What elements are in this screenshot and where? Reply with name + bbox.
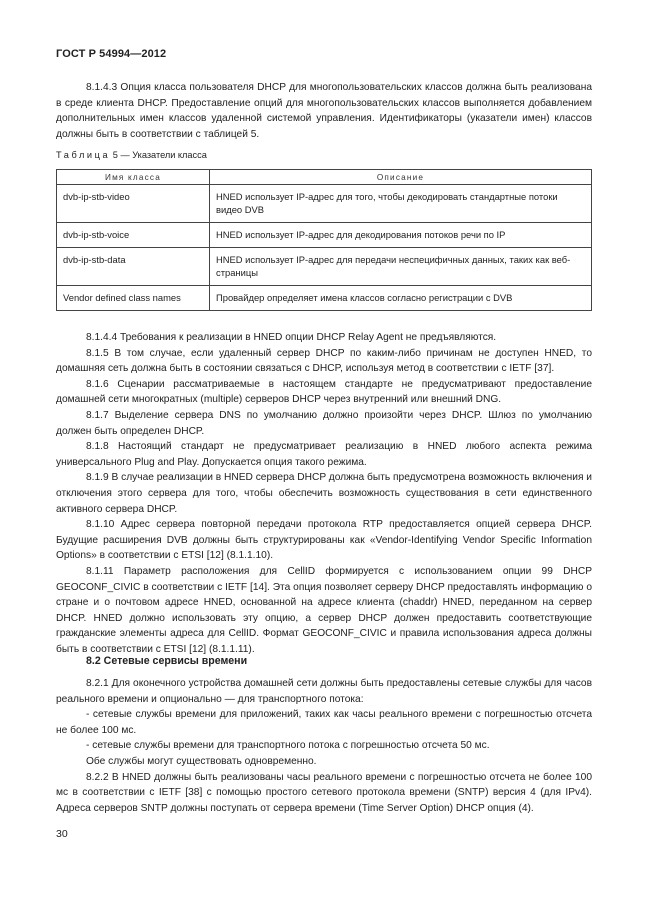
paragraph-8-1-5: 8.1.5 В том случае, если удаленный сервер DHCP по каким-либо причинам не доступен HNED, то домашняя сеть должна быть в состоянии связаться с DHCP, используя метод в соответствии с IETF [37]. [56, 347, 592, 375]
class-table [56, 169, 592, 311]
list-item: - сетевые службы времени для приложений, таких как часы реального времени с погрешностью отсчета не более 100 мс. [56, 709, 592, 736]
paragraph-8-2-2: 8.2.2 В HNED должны быть реализованы часы реального времени с погрешностью отсчета не более 100 мс в соответствии с IETF [38] с помощью простого сетевого протокола времени (SNTP) версия 4 (для IPv4). Адреса серверов SNTP должны поступать от сервера времени (Time Server Option) DHCP опция (4). [56, 771, 592, 814]
column-header-description: Описание [210, 170, 592, 185]
description-cell: HNED использует IP-адрес для передачи неспецифичных данных, таких как веб-страницы [210, 248, 592, 286]
table-caption-word: Таблица [56, 150, 111, 160]
paragraph-8-2-1: 8.2.1 Для оконечного устройства домашней сети должны быть предоставлены сетевые службы для часов реального времени и опционально — для транспортного потока: [56, 678, 592, 705]
class-name-cell: dvb-ip-stb-voice [57, 223, 210, 248]
standard-header: ГОСТ Р 54994—2012 [56, 48, 167, 60]
column-header-class-name: Имя класса [57, 170, 210, 185]
intro-text [56, 80, 592, 142]
table-caption-text: 5 — Указатели класса [110, 150, 207, 160]
table-row [57, 185, 592, 223]
paragraph-8-1-6: 8.1.6 Сценарии рассматриваемые в настоящем стандарте не предусматривают предоставление домашней сети многократных (multiple) серверов DHCP через внутренний или внешний DNG. [56, 378, 592, 406]
paragraph-8-1-7: 8.1.7 Выделение сервера DNS по умолчанию должно произойти через DHCP. Шлюз по умолчанию должен быть определен DHCP. [56, 409, 592, 437]
paragraph-both-services: Обе службы могут существовать одновременно. [86, 755, 317, 767]
page-number: 30 [56, 828, 68, 840]
paragraph-8-1-11: 8.1.11 Параметр расположения для CellID формируется с использованием опции 99 DHCP GEOCONF_CIVIC в соответствии с IETF [14]. Эта опция позволяет серверу DHCP предоставлять информацию о стране и о почтовом адресе HNED, основанной на адресе клиента (chaddr) HNED, переданном на сервер DHCP. HNED должно использовать эту опцию, а сервер DHCP должен предоставить соответствующие гражданские элементы адреса для CellID. Формат GEOCONF_CIVIC и правила использования адреса должны быть в соответствии с ETSI [12] (8.1.1.11). [56, 565, 592, 655]
section-text [56, 676, 592, 816]
paragraph-8-1-8: 8.1.8 Настоящий стандарт не предусматривает реализацию в HNED любого аспекта режима универсального Plug and Play. Допускается опция такого режима. [56, 441, 592, 468]
paragraph-8-1-9: 8.1.9 В случае реализации в HNED сервера DHCP должна быть предусмотрена возможность включения и отключения этого сервера для того, чтобы обеспечить возможность существования в сети единственного активного сервера DHCP. [56, 472, 592, 515]
description-cell: HNED использует IP-адрес для того, чтобы декодировать стандартные потоки видео DVB [210, 185, 592, 223]
list-item: - сетевые службы времени для транспортного потока с погрешностью отсчета 50 мс. [86, 740, 490, 752]
body-text [56, 330, 592, 657]
table-row [57, 248, 592, 286]
paragraph-8-1-4-4: 8.1.4.4 Требования к реализации в HNED опции DHCP Relay Agent не предъявляются. [86, 332, 497, 343]
table-row [57, 223, 592, 248]
class-name-cell: Vendor defined class names [57, 286, 210, 311]
section-heading: 8.2 Сетевые сервисы времени [86, 655, 248, 667]
class-name-cell: dvb-ip-stb-data [57, 248, 210, 286]
table-caption [56, 150, 207, 160]
table-header-row [57, 170, 592, 185]
description-cell: Провайдер определяет имена классов согласно регистрации с DVB [210, 286, 592, 311]
class-name-cell: dvb-ip-stb-video [57, 185, 210, 223]
paragraph-8-1-10: 8.1.10 Адрес сервера повторной передачи протокола RTP предоставляется опцией сервера DHCP. Будущие расширения DVB должны быть структурированы как «Vendor-Identifying Vendor Specific Information Options» в соответствии с ETSI [12] (8.1.1.10). [56, 519, 592, 562]
description-cell: HNED использует IP-адрес для декодирования потоков речи по IP [210, 223, 592, 248]
table-row [57, 286, 592, 311]
paragraph-8-1-4-3: 8.1.4.3 Опция класса пользователя DHCP для многопользовательских классов должна быть реализована в среде клиента DHCP. Предоставление опций для многопользовательских классов выполняется добавлением дополнительных имен классов удаленной системой управления. Идентификаторы (указатели имен) классов должны быть в соответствии с таблицей 5. [56, 82, 592, 140]
